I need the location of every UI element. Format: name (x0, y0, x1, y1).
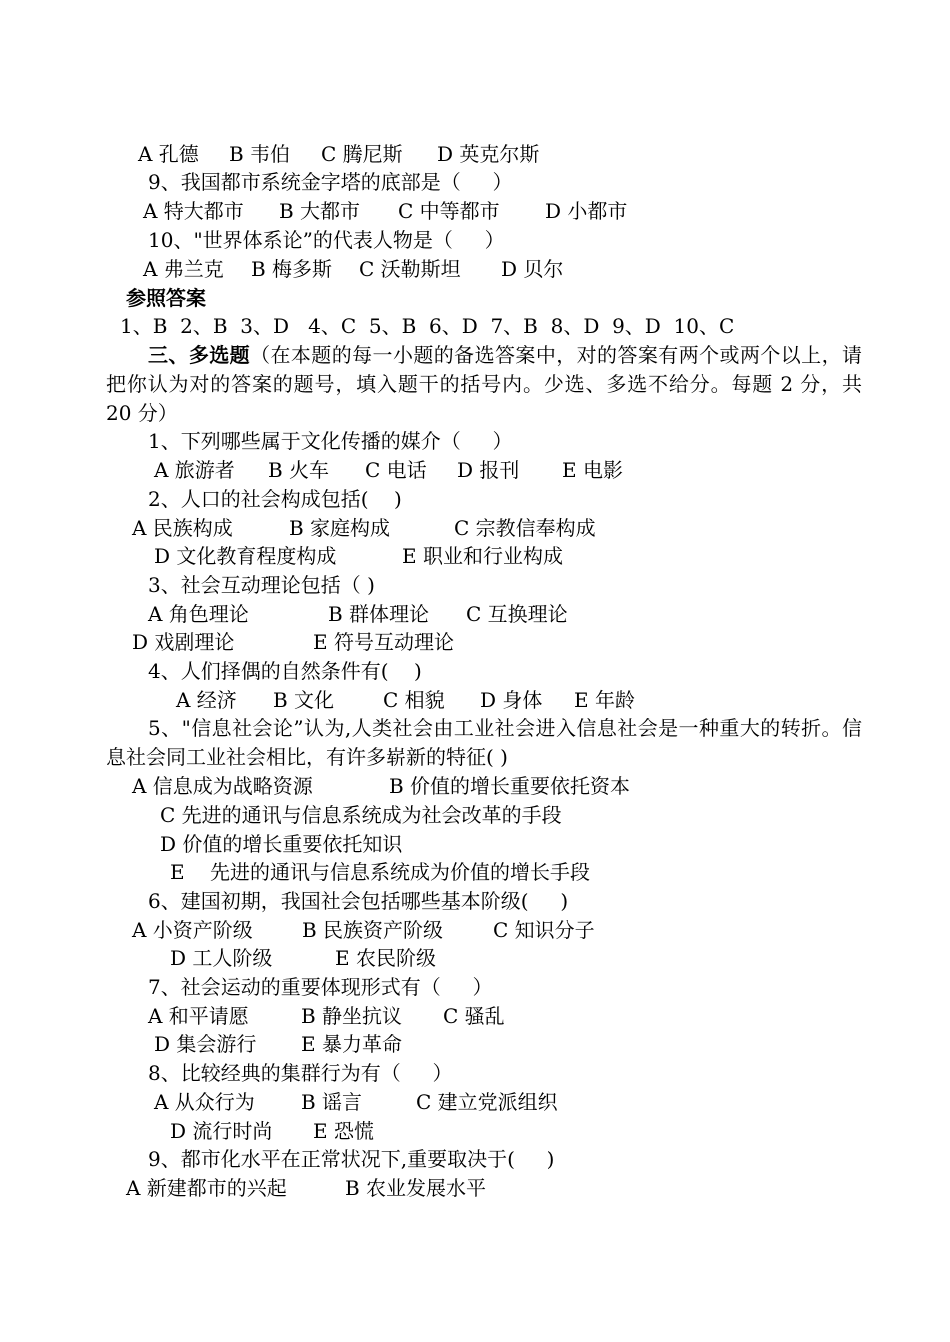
q8-option-d: D 英克尔斯 (437, 142, 540, 166)
m4-stem: 4、人们择偶的自然条件有( ) (148, 659, 422, 683)
m2-stem: 2、人口的社会构成包括( ) (148, 487, 402, 511)
m5-option-d: D 价值的增长重要依托知识 (160, 832, 403, 856)
m8-option-e: E 恐慌 (313, 1119, 374, 1143)
answers-heading: 参照答案 (126, 286, 206, 310)
m3-option-a: A 角色理论 (148, 602, 249, 626)
m4-option-b: B 文化 (273, 688, 335, 712)
q9-option-d: D 小都市 (545, 199, 628, 223)
m6-option-b: B 民族资产阶级 (302, 918, 444, 942)
m2-option-c: C 宗教信奉构成 (454, 516, 596, 540)
m6-option-a: A 小资产阶级 (132, 918, 253, 942)
m8-stem: 8、比较经典的集群行为有（ ） (148, 1061, 453, 1085)
m5-options-row1 (0, 772, 950, 800)
m1-option-a: A 旅游者 (154, 458, 235, 482)
m3-stem: 3、社会互动理论包括（ ) (148, 573, 375, 597)
m4-option-d: D 身体 (480, 688, 543, 712)
m6-stem: 6、建国初期，我国社会包括哪些基本阶级( ) (148, 889, 569, 913)
q9-options (0, 197, 950, 225)
m3-option-b: B 群体理论 (328, 602, 430, 626)
m2-option-a: A 民族构成 (132, 516, 233, 540)
m8-option-b: B 谣言 (301, 1090, 363, 1114)
m7-option-c: C 骚乱 (443, 1004, 505, 1028)
m8-options-row2 (0, 1117, 950, 1145)
m9-stem: 9、都市化水平在正常状况下,重要取决于( ) (148, 1147, 555, 1171)
q9-option-a: A 特大都市 (143, 199, 244, 223)
m3-options-row2 (0, 628, 950, 656)
m7-option-b: B 静坐抗议 (301, 1004, 403, 1028)
m5-option-c: C 先进的通讯与信息系统成为社会改革的手段 (160, 803, 562, 827)
m9-option-a: A 新建都市的兴起 (126, 1176, 287, 1200)
section3-title: 三、多选题 (148, 343, 251, 367)
m6-option-e: E 农民阶级 (335, 946, 436, 970)
m1-options (0, 456, 950, 484)
m7-options-row1 (0, 1002, 950, 1030)
m4-option-c: C 相貌 (383, 688, 445, 712)
section3-intro (106, 341, 862, 428)
m3-option-c: C 互换理论 (466, 602, 568, 626)
m2-option-b: B 家庭构成 (289, 516, 391, 540)
m3-options-row1 (0, 600, 950, 628)
m5-option-e: E 先进的通讯与信息系统成为价值的增长手段 (170, 860, 591, 884)
m6-option-c: C 知识分子 (493, 918, 595, 942)
m7-option-a: A 和平请愿 (148, 1004, 249, 1028)
m5-stem: 5、"信息社会论”认为,人类社会由工业社会进入信息社会是一种重大的转折。信息社会同工业社会相比，有许多崭新的特征( ) (106, 716, 862, 769)
m7-stem: 7、社会运动的重要体现形式有（ ） (148, 975, 493, 999)
m2-option-e: E 职业和行业构成 (402, 544, 563, 568)
q8-option-a: A 孔德 (138, 142, 199, 166)
q10-option-a: A 弗兰克 (143, 257, 224, 281)
m7-option-e: E 暴力革命 (301, 1032, 402, 1056)
m1-option-d: D 报刊 (457, 458, 520, 482)
q8-option-c: C 腾尼斯 (321, 142, 403, 166)
q8-options (0, 140, 950, 168)
section3-instructions: （在本题的每一小题的备选答案中，对的答案有两个或两个以上，请把你认为对的答案的题号，填入题干的括号内。少选、多选不给分。每题 2 分，共 20 分） (106, 343, 863, 425)
m7-option-d: D 集会游行 (154, 1032, 257, 1056)
m8-option-c: C 建立党派组织 (416, 1090, 558, 1114)
m1-stem: 1、下列哪些属于文化传播的媒介（ ） (148, 429, 513, 453)
m1-option-c: C 电话 (365, 458, 427, 482)
m6-option-d: D 工人阶级 (170, 946, 273, 970)
m2-options-row2 (0, 542, 950, 570)
m8-options-row1 (0, 1088, 950, 1116)
q9-option-c: C 中等都市 (398, 199, 500, 223)
m1-option-b: B 火车 (268, 458, 330, 482)
m4-option-e: E 年龄 (574, 688, 635, 712)
m1-option-e: E 电影 (562, 458, 623, 482)
m8-option-a: A 从众行为 (154, 1090, 255, 1114)
m3-option-d: D 戏剧理论 (132, 630, 235, 654)
q8-option-b: B 韦伯 (229, 142, 291, 166)
m4-option-a: A 经济 (176, 688, 237, 712)
answers-text: 1、B 2、B 3、D 4、C 5、B 6、D 7、B 8、D 9、D 10、C (120, 314, 735, 338)
m2-options-row1 (0, 514, 950, 542)
m9-option-b: B 农业发展水平 (345, 1176, 487, 1200)
m6-options-row2 (0, 944, 950, 972)
m6-options-row1 (0, 916, 950, 944)
m3-option-e: E 符号互动理论 (313, 630, 454, 654)
m8-option-d: D 流行时尚 (170, 1119, 273, 1143)
m4-options (0, 686, 950, 714)
m9-options (0, 1174, 950, 1202)
q10-options (0, 255, 950, 283)
m2-option-d: D 文化教育程度构成 (154, 544, 337, 568)
q10-option-b: B 梅多斯 (251, 257, 333, 281)
m5-option-b: B 价值的增长重要依托资本 (389, 774, 631, 798)
q10-option-c: C 沃勒斯坦 (359, 257, 461, 281)
q9-option-b: B 大都市 (279, 199, 361, 223)
q9-stem: 9、我国都市系统金字塔的底部是（ ） (148, 170, 513, 194)
q10-option-d: D 贝尔 (501, 257, 564, 281)
q10-stem: 10、"世界体系论”的代表人物是（ ） (148, 228, 505, 252)
m7-options-row2 (0, 1030, 950, 1058)
m5-option-a: A 信息成为战略资源 (132, 774, 313, 798)
